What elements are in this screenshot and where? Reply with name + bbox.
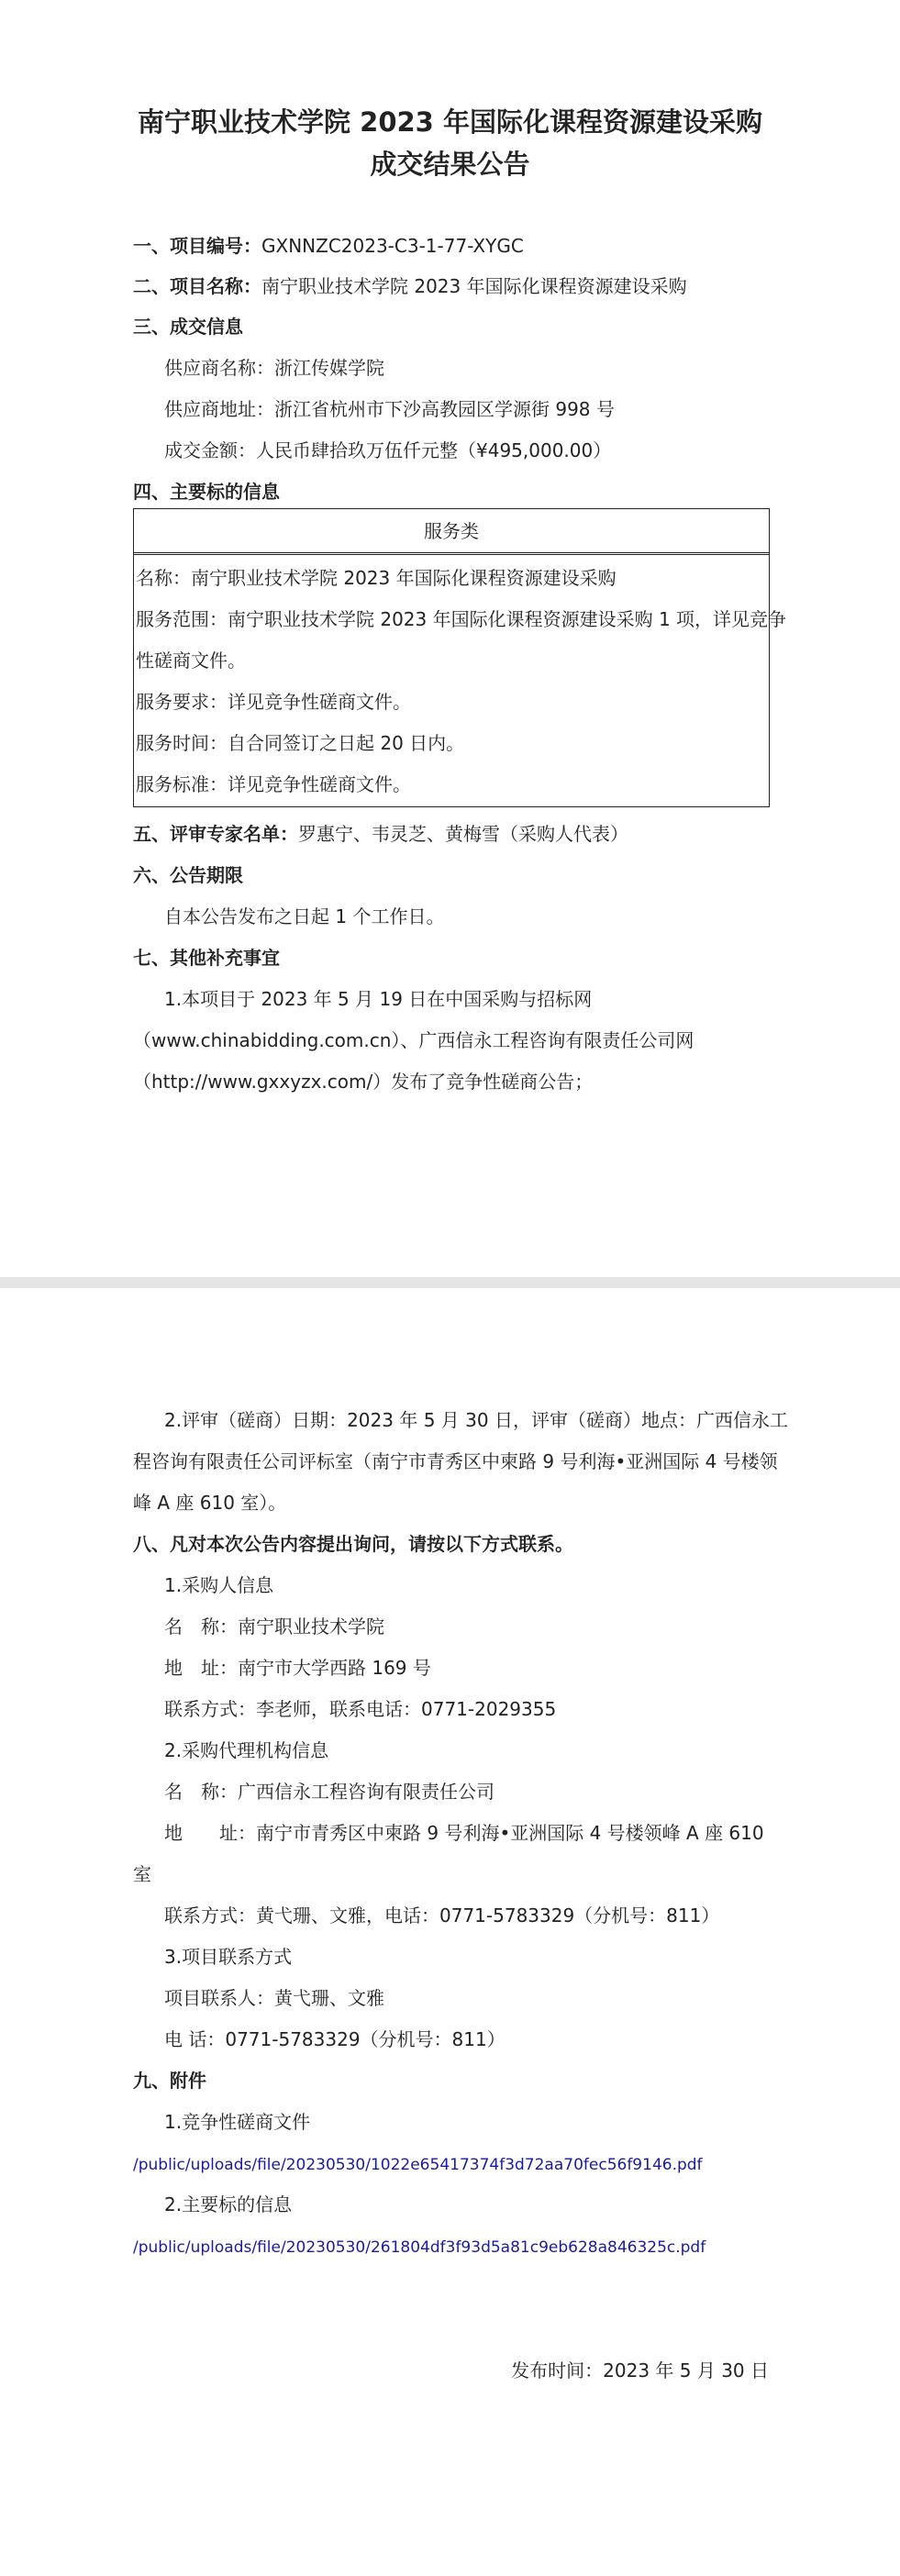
review-experts-label: 五、评审专家名单： — [133, 823, 298, 845]
table-row-standard: 服务标准：详见竞争性磋商文件。 — [136, 773, 411, 795]
project-number — [133, 233, 524, 259]
supplier-name: 供应商名称：浙江传媒学院 — [164, 357, 384, 379]
supplement-2-line-2: 程咨询有限责任公司评标室（南宁市青秀区中柬路 9 号利海•亚洲国际 4 号楼领 — [133, 1450, 778, 1472]
project-number-label: 一、项目编号： — [133, 235, 261, 257]
attachment-2-label: 2.主要标的信息 — [164, 2193, 293, 2215]
table-row-time: 服务时间：自合同签订之日起 20 日内。 — [136, 732, 465, 754]
purchaser-address: 地 址：南宁市大学西路 169 号 — [164, 1657, 431, 1679]
project-name-label: 二、项目名称： — [133, 275, 261, 297]
project-contact-phone: 电 话：0771-5783329（分机号：811） — [164, 2028, 506, 2050]
title-line-1: 南宁职业技术学院 2023 年国际化课程资源建设采购 — [138, 106, 762, 138]
table-row-scope: 服务范围：南宁职业技术学院 2023 年国际化课程资源建设采购 1 项，详见竞争 — [136, 608, 787, 630]
supplement-1-line-2: （www.chinabidding.com.cn）、广西信永工程咨询有限责任公司网 — [133, 1029, 694, 1051]
supplement-2-line-3: 峰 A 座 610 室）。 — [133, 1492, 287, 1514]
review-experts-value: 罗惠宁、韦灵芝、黄梅雪（采购人代表） — [298, 823, 628, 845]
agency-heading: 2.采购代理机构信息 — [164, 1739, 329, 1761]
section-6-heading: 六、公告期限 — [133, 864, 243, 886]
table-row-scope-cont: 性磋商文件。 — [136, 650, 246, 672]
section-3-heading: 三、成交信息 — [133, 316, 243, 338]
page-separator — [0, 1277, 900, 1288]
agency-contact: 联系方式：黄弋珊、文雅，电话：0771-5783329（分机号：811） — [164, 1904, 720, 1926]
document-page-1 — [0, 0, 900, 1277]
supplement-1-line-3: （http://www.gxxyzx.com/）发布了竞争性磋商公告； — [133, 1071, 594, 1093]
agency-address: 地 址：南宁市青秀区中柬路 9 号利海•亚洲国际 4 号楼领峰 A 座 610 — [164, 1822, 764, 1844]
attachment-1-link[interactable]: /public/uploads/file/20230530/1022e65417374f3d72aa70fec56f9146.pdf — [133, 2156, 703, 2174]
purchaser-name: 名 称：南宁职业技术学院 — [164, 1616, 384, 1638]
table-row-requirement: 服务要求：详见竞争性磋商文件。 — [136, 691, 411, 713]
attachment-1-row — [133, 2150, 703, 2178]
attachment-2-link[interactable]: /public/uploads/file/20230530/261804df3f93d5a81c9eb628a846325c.pdf — [133, 2238, 706, 2257]
section-9-heading: 九、附件 — [133, 2070, 206, 2092]
purchaser-heading: 1.采购人信息 — [164, 1574, 274, 1596]
table-header: 服务类 — [134, 509, 769, 555]
section-7-heading: 七、其他补充事宜 — [133, 947, 280, 969]
page-title — [110, 101, 790, 185]
main-subject-table — [133, 508, 787, 807]
project-name-value: 南宁职业技术学院 2023 年国际化课程资源建设采购 — [261, 275, 687, 297]
project-contact-person: 项目联系人：黄弋珊、文雅 — [164, 1987, 384, 2009]
purchaser-contact: 联系方式：李老师，联系电话：0771-2029355 — [164, 1698, 557, 1720]
project-name — [133, 273, 687, 299]
attachment-1-label: 1.竞争性磋商文件 — [164, 2111, 311, 2133]
review-experts — [133, 821, 628, 847]
supplement-1-line-1: 1.本项目于 2023 年 5 月 19 日在中国采购与招标网 — [164, 988, 593, 1010]
agency-name: 名 称：广西信永工程咨询有限责任公司 — [164, 1781, 494, 1803]
supplier-address: 供应商地址：浙江省杭州市下沙高教园区学源街 998 号 — [164, 398, 615, 420]
agency-address-cont: 室 — [133, 1863, 151, 1885]
section-4-heading: 四、主要标的信息 — [133, 481, 280, 503]
project-number-value: GXNNZC2023-C3-1-77-XYGC — [261, 235, 524, 257]
notice-period: 自本公告发布之日起 1 个工作日。 — [164, 905, 445, 927]
table-row-name: 名称：南宁职业技术学院 2023 年国际化课程资源建设采购 — [136, 567, 617, 589]
section-8-heading: 八、凡对本次公告内容提出询问，请按以下方式联系。 — [133, 1533, 573, 1555]
project-contact-heading: 3.项目联系方式 — [164, 1946, 293, 1968]
title-line-2: 成交结果公告 — [370, 149, 530, 180]
document-page-2 — [0, 1288, 900, 2576]
publish-time: 发布时间：2023 年 5 月 30 日 — [511, 2359, 769, 2382]
attachment-2-row — [133, 2233, 706, 2260]
deal-amount: 成交金额：人民币肆拾玖万伍仟元整（¥495,000.00） — [164, 439, 612, 461]
supplement-2-line-1: 2.评审（磋商）日期：2023 年 5 月 30 日，评审（磋商）地点：广西信永工 — [164, 1409, 788, 1431]
